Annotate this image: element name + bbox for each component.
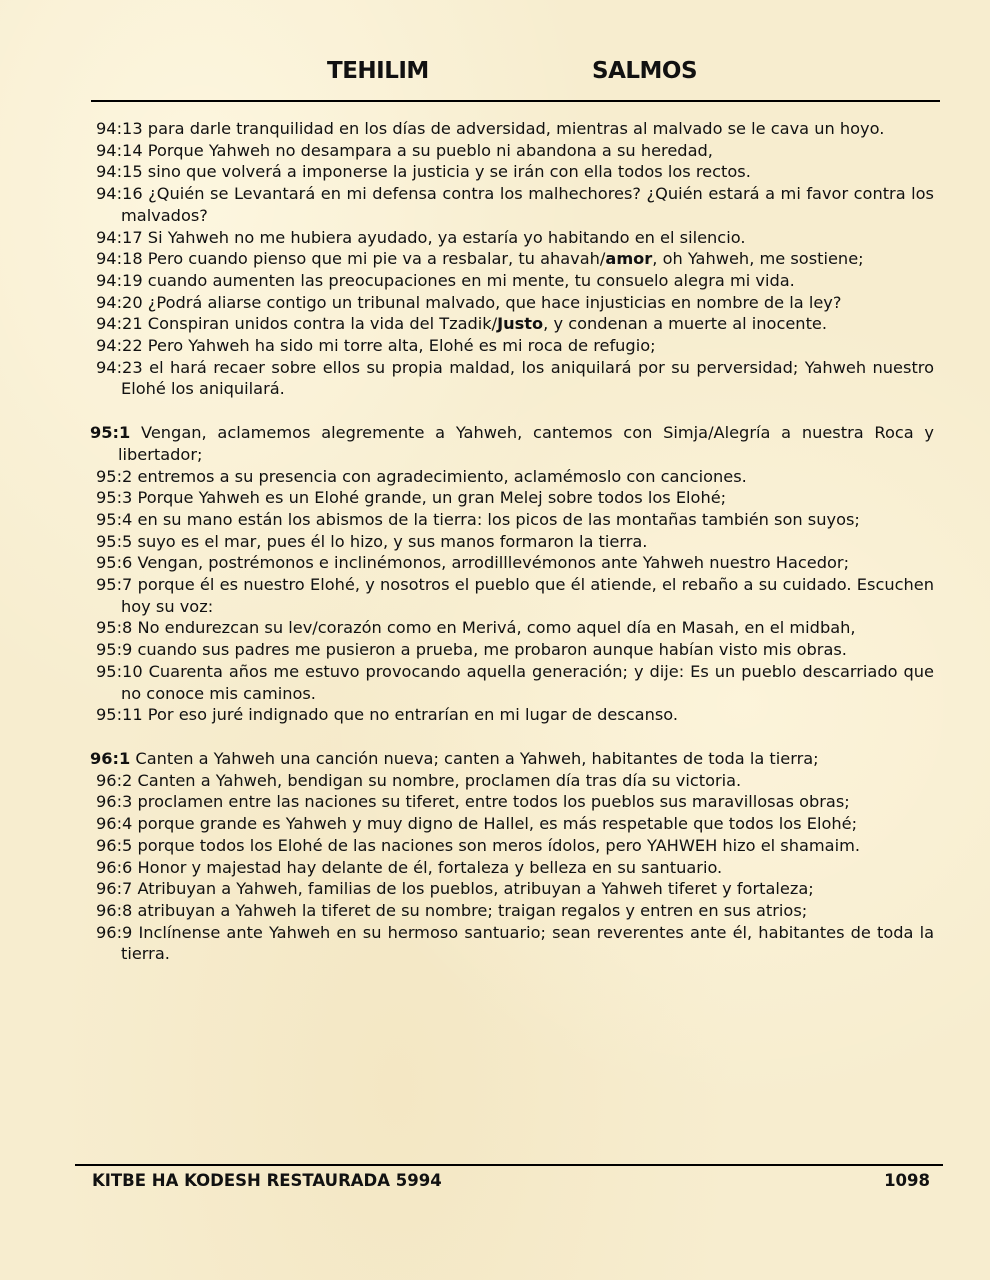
- verse-text: el hará recaer sobre ellos su propia maldad, los aniquilará por su perversidad; Yahweh nuestro Elohé los aniquilará.: [121, 357, 934, 399]
- verse: [96, 531, 934, 553]
- verse-text: Conspiran unidos contra la vida del Tzadik/: [142, 314, 498, 334]
- verse-emphasis: Justo: [497, 314, 544, 334]
- page-header: [0, 58, 990, 92]
- verse: [96, 617, 934, 639]
- verse: [96, 770, 934, 792]
- verse-reference: 94:18: [96, 249, 143, 269]
- verse-text: Honor y majestad hay delante de él, fortaleza y belleza en su santuario.: [132, 857, 723, 877]
- verse: [96, 270, 934, 292]
- book-title-hebrew: TEHILIM: [327, 58, 429, 84]
- verse: [96, 857, 934, 879]
- verse-text: Cuarenta años me estuvo provocando aquella generación; y dije: Es un pueblo descarriado que no conoce mis caminos.: [121, 661, 934, 703]
- verse-reference: 95:7: [96, 575, 133, 595]
- verse: [96, 791, 934, 813]
- verse-reference: 96:6: [96, 857, 133, 877]
- verse: [96, 922, 934, 965]
- verse: [96, 704, 934, 726]
- verse-text: Porque Yahweh no desampara a su pueblo ni abandona a su heredad,: [142, 140, 713, 160]
- verse-reference: 96:9: [96, 922, 133, 942]
- verse-reference: 94:22: [96, 336, 143, 356]
- verse: [96, 509, 934, 531]
- verse-text: ¿Quién se Levantará en mi defensa contra los malhechores? ¿Quién estará a mi favor contra los malvados?: [121, 184, 934, 225]
- psalm-first-verse: [90, 422, 934, 465]
- verse: [96, 900, 934, 922]
- footer-rule: [75, 1164, 943, 1166]
- verse: [96, 183, 934, 226]
- verse-text: cuando sus padres me pusieron a prueba, me probaron aunque habían visto mis obras.: [132, 640, 847, 660]
- verse-reference: 95:2: [96, 466, 133, 486]
- verse-text: Vengan, postrémonos e inclinémonos, arrodilllevémonos ante Yahweh nuestro Hacedor;: [132, 553, 850, 573]
- verse-reference: 94:14: [96, 140, 143, 160]
- verse: [96, 140, 934, 162]
- verse: [96, 248, 934, 270]
- verse: [96, 487, 934, 509]
- verse: [96, 466, 934, 488]
- verse-text: en su mano están los abismos de la tierra: los picos de las montañas también son suyos;: [132, 509, 860, 529]
- verse-text: No endurezcan su lev/corazón como en Merivá, como aquel día en Masah, en el midbah,: [132, 618, 856, 638]
- verse-reference: 94:16: [96, 184, 143, 204]
- verse: [96, 335, 934, 357]
- verse-text: porque grande es Yahweh y muy digno de Hallel, es más respetable que todos los Elohé;: [132, 814, 858, 834]
- verse-text: Inclínense ante Yahweh en su hermoso santuario; sean reverentes ante él, habitantes de toda la tierra.: [121, 922, 934, 964]
- verse-reference: 95:1: [90, 423, 131, 443]
- verse: [96, 161, 934, 183]
- psalm-first-verse: [90, 748, 934, 770]
- verse-reference: 96:1: [90, 748, 131, 768]
- book-title-spanish: SALMOS: [592, 58, 698, 84]
- verse: [96, 313, 934, 335]
- verse-text: porque todos los Elohé de las naciones son meros ídolos, pero YAHWEH hizo el shamaim.: [132, 835, 861, 855]
- verse-text: entremos a su presencia con agradecimiento, aclamémoslo con canciones.: [132, 466, 747, 486]
- verse-reference: 96:2: [96, 770, 133, 790]
- verse-text: Por eso juré indignado que no entrarían en mi lugar de descanso.: [142, 705, 679, 725]
- verse: [96, 813, 934, 835]
- verse-reference: 95:6: [96, 553, 133, 573]
- verse-reference: 96:7: [96, 879, 133, 899]
- verse-reference: 94:21: [96, 314, 143, 334]
- verse-text: Canten a Yahweh una canción nueva; canten a Yahweh, habitantes de toda la tierra;: [130, 748, 819, 768]
- verse-text-continued: , y condenan a muerte al inocente.: [543, 314, 828, 334]
- verse-text: atribuyan a Yahweh la tiferet de su nombre; traigan regalos y entren en sus atrios;: [132, 900, 808, 920]
- verse: [96, 661, 934, 704]
- verse: [96, 292, 934, 314]
- page-footer: [92, 1171, 930, 1190]
- verse-text: cuando aumenten las preocupaciones en mi mente, tu consuelo alegra mi vida.: [142, 270, 795, 290]
- section-gap: [96, 726, 934, 748]
- verse: [96, 835, 934, 857]
- page-number: 1098: [884, 1171, 930, 1190]
- verse-text: Atribuyan a Yahweh, familias de los pueblos, atribuyan a Yahweh tiferet y fortaleza;: [132, 879, 814, 899]
- verse-text-continued: , oh Yahweh, me sostiene;: [652, 249, 864, 269]
- verse-text: Si Yahweh no me hubiera ayudado, ya estaría yo habitando en el silencio.: [142, 227, 746, 247]
- verse-reference: 94:13: [96, 119, 143, 138]
- verse: [96, 118, 934, 140]
- verse-reference: 94:17: [96, 227, 143, 247]
- verse-text: Canten a Yahweh, bendigan su nombre, proclamen día tras día su victoria.: [132, 770, 742, 790]
- verse-reference: 95:11: [96, 705, 143, 725]
- verse-text: proclamen entre las naciones su tiferet, entre todos los pueblos sus maravillosas obras;: [132, 792, 850, 812]
- verse-reference: 95:8: [96, 618, 133, 638]
- verse-reference: 95:5: [96, 531, 133, 551]
- verse-text: Porque Yahweh es un Elohé grande, un gran Melej sobre todos los Elohé;: [132, 488, 727, 508]
- verse-reference: 94:19: [96, 270, 143, 290]
- verse-reference: 95:4: [96, 509, 133, 529]
- verse-reference: 96:4: [96, 814, 133, 834]
- verse-text: porque él es nuestro Elohé, y nosotros el pueblo que él atiende, el rebaño a su cuidado. Escuchen hoy su voz:: [121, 575, 934, 616]
- header-rule: [91, 100, 940, 102]
- verse-text: para darle tranquilidad en los días de adversidad, mientras al malvado se le cava un hoyo.: [142, 119, 885, 138]
- verse-reference: 95:3: [96, 488, 133, 508]
- verse-text: Pero Yahweh ha sido mi torre alta, Elohé es mi roca de refugio;: [142, 336, 656, 356]
- verse-reference: 96:5: [96, 835, 133, 855]
- verse-text: ¿Podrá aliarse contigo un tribunal malvado, que hace injusticias en nombre de la ley?: [142, 292, 842, 312]
- verse: [96, 574, 934, 617]
- verse-reference: 94:23: [96, 357, 143, 377]
- footer-edition-title: KITBE HA KODESH RESTAURADA 5994: [92, 1171, 442, 1190]
- section-gap: [96, 400, 934, 422]
- verse-reference: 94:15: [96, 162, 143, 182]
- verse-reference: 96:8: [96, 900, 133, 920]
- verse: [96, 878, 934, 900]
- verse-text: Vengan, aclamemos alegremente a Yahweh, cantemos con Simja/Alegría a nuestra Roca y libertador;: [118, 423, 934, 464]
- verse-text: sino que volverá a imponerse la justicia y se irán con ella todos los rectos.: [142, 162, 751, 182]
- verse-reference: 96:3: [96, 792, 133, 812]
- verse-emphasis: amor: [605, 249, 653, 269]
- verse-text: Pero cuando pienso que mi pie va a resbalar, tu ahavah/: [142, 249, 606, 269]
- verse: [96, 357, 934, 400]
- verse: [96, 227, 934, 249]
- verse: [96, 639, 934, 661]
- verse: [96, 552, 934, 574]
- verse-reference: 95:10: [96, 661, 143, 681]
- verse-reference: 94:20: [96, 292, 143, 312]
- verse-reference: 95:9: [96, 640, 133, 660]
- verse-text: suyo es el mar, pues él lo hizo, y sus manos formaron la tierra.: [132, 531, 648, 551]
- scripture-text: [90, 118, 934, 965]
